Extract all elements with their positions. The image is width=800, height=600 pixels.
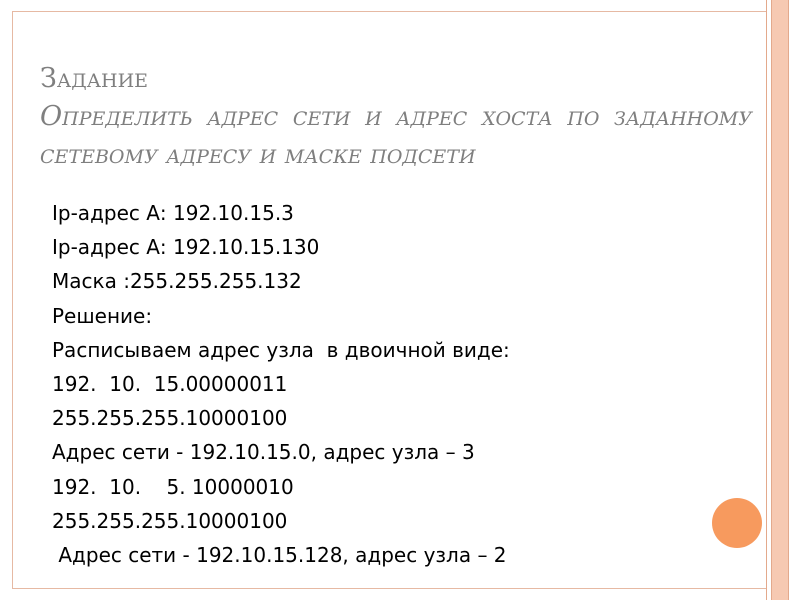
slide-border-bottom (12, 588, 788, 589)
body-line-binary-address-2: 192. 10. 5. 10000010 (52, 474, 294, 499)
body-line-binary-mask-1: 255.255.255.10000100 (52, 406, 288, 431)
body-line-binary-mask-2: 255.255.255.10000100 (52, 508, 288, 533)
body-line-binary-intro: Расписываем адрес узла в двоичной виде: (52, 337, 510, 362)
title-line-instruction-cont: сетевому адресу и маске подсети (40, 139, 476, 170)
slide-border-left (12, 11, 13, 589)
decorative-band-line (771, 0, 772, 600)
decorative-band-fill (771, 0, 788, 600)
decorative-band-line (766, 0, 767, 600)
title-line-task: Задание (40, 63, 149, 94)
slide-title (40, 60, 752, 174)
body-line-result-2: Адрес сети - 192.10.15.128, адрес узла – 2 (52, 543, 507, 568)
slide-border-top (12, 11, 788, 12)
decorative-circle-icon (712, 498, 762, 548)
body-line-ip-a2: Ip-адрес А: 192.10.15.130 (52, 235, 320, 260)
slide-body (52, 196, 692, 572)
body-line-binary-address-1: 192. 10. 15.00000011 (52, 372, 288, 397)
title-line-instruction: Определить адрес сети и адрес хоста по заданному (40, 101, 752, 132)
body-line-solution: Решение: (52, 303, 153, 328)
body-line-mask: Маска :255.255.255.132 (52, 269, 302, 294)
body-line-result-1: Адрес сети - 192.10.15.0, адрес узла – 3 (52, 440, 475, 465)
body-line-ip-a1: Ip-адрес А: 192.10.15.3 (52, 201, 294, 225)
decorative-band-line (788, 0, 789, 600)
